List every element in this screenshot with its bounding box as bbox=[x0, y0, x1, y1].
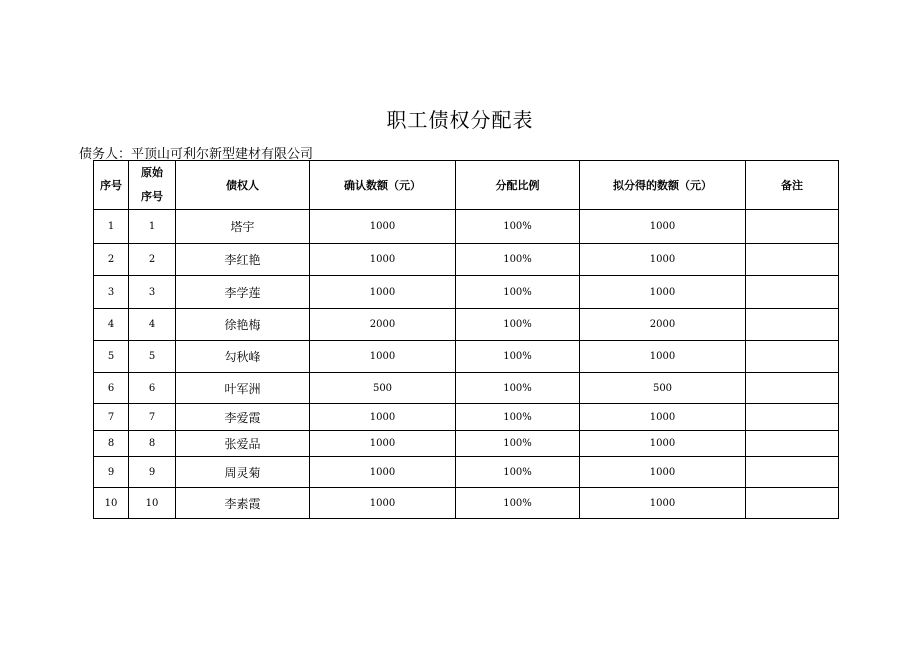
table-row bbox=[94, 341, 839, 373]
cell-orig-seq: 9 bbox=[129, 457, 176, 488]
cell-seq: 5 bbox=[94, 341, 129, 373]
cell-confirmed-amount: 1000 bbox=[310, 404, 456, 431]
table-row bbox=[94, 457, 839, 488]
cell-seq: 9 bbox=[94, 457, 129, 488]
cell-creditor: 徐艳梅 bbox=[176, 309, 310, 341]
cell-ratio: 100% bbox=[456, 404, 580, 431]
cell-remarks bbox=[746, 457, 839, 488]
cell-ratio: 100% bbox=[456, 309, 580, 341]
table-row bbox=[94, 276, 839, 309]
cell-seq: 8 bbox=[94, 431, 129, 457]
header-remarks: 备注 bbox=[746, 161, 839, 210]
cell-planned-amount: 1000 bbox=[580, 457, 746, 488]
cell-ratio: 100% bbox=[456, 431, 580, 457]
cell-planned-amount: 1000 bbox=[580, 341, 746, 373]
cell-planned-amount: 1000 bbox=[580, 210, 746, 244]
cell-confirmed-amount: 1000 bbox=[310, 457, 456, 488]
cell-confirmed-amount: 1000 bbox=[310, 210, 456, 244]
cell-ratio: 100% bbox=[456, 244, 580, 276]
cell-orig-seq: 10 bbox=[129, 488, 176, 519]
cell-seq: 4 bbox=[94, 309, 129, 341]
header-ratio: 分配比例 bbox=[456, 161, 580, 210]
cell-confirmed-amount: 500 bbox=[310, 373, 456, 404]
cell-remarks bbox=[746, 244, 839, 276]
cell-ratio: 100% bbox=[456, 210, 580, 244]
header-confirmed-amount: 确认数额（元） bbox=[310, 161, 456, 210]
cell-creditor: 勾秋峰 bbox=[176, 341, 310, 373]
cell-orig-seq: 6 bbox=[129, 373, 176, 404]
cell-creditor: 叶军洲 bbox=[176, 373, 310, 404]
claims-table bbox=[93, 160, 839, 519]
header-orig-seq-line2: 序号 bbox=[141, 190, 163, 203]
cell-creditor: 张爱品 bbox=[176, 431, 310, 457]
header-creditor: 债权人 bbox=[176, 161, 310, 210]
cell-remarks bbox=[746, 431, 839, 457]
header-planned-amount: 拟分得的数额（元） bbox=[580, 161, 746, 210]
table-row bbox=[94, 210, 839, 244]
cell-remarks bbox=[746, 341, 839, 373]
cell-confirmed-amount: 1000 bbox=[310, 341, 456, 373]
cell-planned-amount: 1000 bbox=[580, 431, 746, 457]
cell-confirmed-amount: 1000 bbox=[310, 431, 456, 457]
header-orig-seq-line1: 原始 bbox=[141, 166, 163, 179]
cell-seq: 1 bbox=[94, 210, 129, 244]
cell-confirmed-amount: 2000 bbox=[310, 309, 456, 341]
cell-ratio: 100% bbox=[456, 373, 580, 404]
cell-creditor: 李素霞 bbox=[176, 488, 310, 519]
cell-planned-amount: 1000 bbox=[580, 404, 746, 431]
cell-confirmed-amount: 1000 bbox=[310, 276, 456, 309]
cell-remarks bbox=[746, 488, 839, 519]
cell-confirmed-amount: 1000 bbox=[310, 488, 456, 519]
table-row bbox=[94, 309, 839, 341]
table-row bbox=[94, 488, 839, 519]
cell-seq: 2 bbox=[94, 244, 129, 276]
cell-seq: 7 bbox=[94, 404, 129, 431]
cell-orig-seq: 2 bbox=[129, 244, 176, 276]
table-row bbox=[94, 244, 839, 276]
cell-seq: 10 bbox=[94, 488, 129, 519]
cell-ratio: 100% bbox=[456, 341, 580, 373]
cell-orig-seq: 3 bbox=[129, 276, 176, 309]
cell-creditor: 李学莲 bbox=[176, 276, 310, 309]
header-row bbox=[94, 161, 839, 210]
cell-orig-seq: 4 bbox=[129, 309, 176, 341]
cell-remarks bbox=[746, 210, 839, 244]
cell-planned-amount: 500 bbox=[580, 373, 746, 404]
cell-seq: 3 bbox=[94, 276, 129, 309]
cell-planned-amount: 1000 bbox=[580, 276, 746, 309]
cell-seq: 6 bbox=[94, 373, 129, 404]
table-row bbox=[94, 404, 839, 431]
cell-remarks bbox=[746, 404, 839, 431]
cell-planned-amount: 2000 bbox=[580, 309, 746, 341]
header-seq: 序号 bbox=[94, 161, 129, 210]
page-title: 职工债权分配表 bbox=[386, 108, 534, 132]
cell-creditor: 周灵菊 bbox=[176, 457, 310, 488]
cell-creditor: 李爱霞 bbox=[176, 404, 310, 431]
cell-planned-amount: 1000 bbox=[580, 488, 746, 519]
debtor-label: 债务人：平顶山可利尔新型建材有限公司 bbox=[79, 147, 314, 162]
cell-ratio: 100% bbox=[456, 276, 580, 309]
cell-orig-seq: 8 bbox=[129, 431, 176, 457]
cell-orig-seq: 7 bbox=[129, 404, 176, 431]
cell-confirmed-amount: 1000 bbox=[310, 244, 456, 276]
table-row bbox=[94, 373, 839, 404]
cell-remarks bbox=[746, 276, 839, 309]
cell-remarks bbox=[746, 309, 839, 341]
cell-planned-amount: 1000 bbox=[580, 244, 746, 276]
cell-creditor: 塔宇 bbox=[176, 210, 310, 244]
table-row bbox=[94, 431, 839, 457]
cell-ratio: 100% bbox=[456, 488, 580, 519]
cell-ratio: 100% bbox=[456, 457, 580, 488]
cell-orig-seq: 5 bbox=[129, 341, 176, 373]
cell-creditor: 李红艳 bbox=[176, 244, 310, 276]
cell-remarks bbox=[746, 373, 839, 404]
cell-orig-seq: 1 bbox=[129, 210, 176, 244]
table-body bbox=[94, 210, 839, 519]
header-orig-seq bbox=[129, 161, 176, 210]
